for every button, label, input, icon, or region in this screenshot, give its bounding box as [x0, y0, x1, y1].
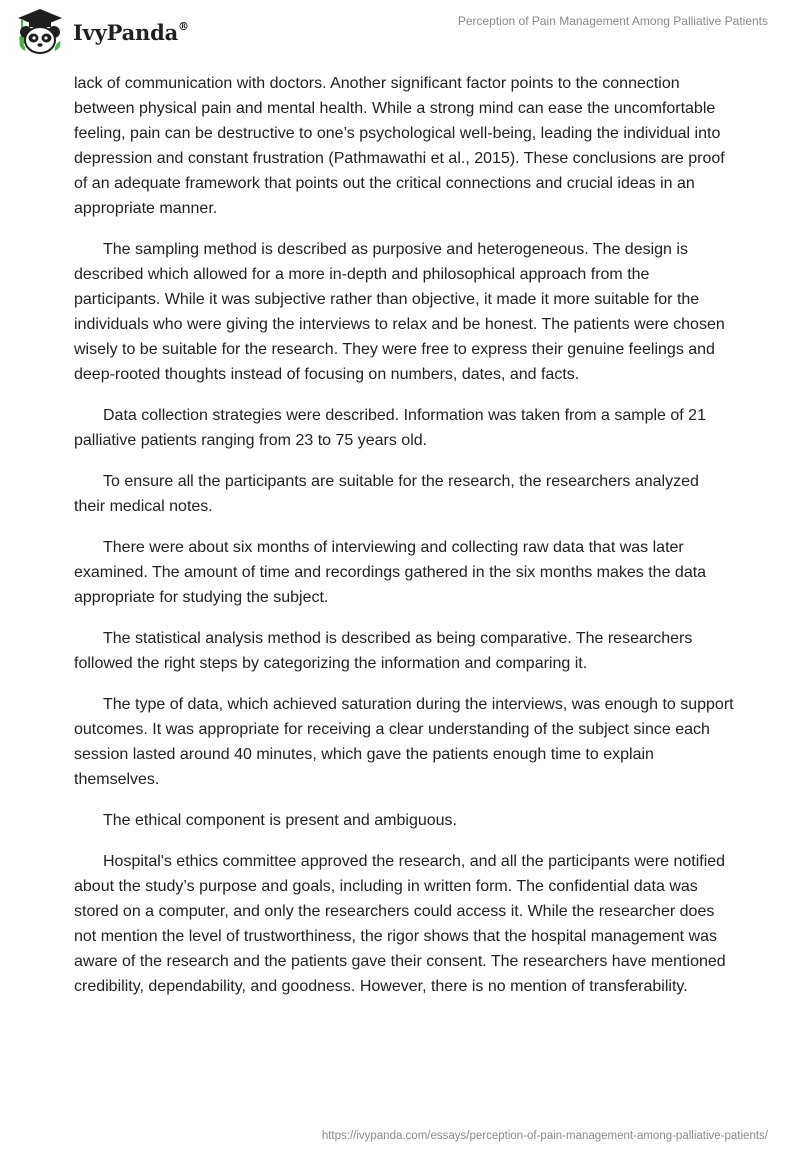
- source-url[interactable]: https://ivypanda.com/essays/perception-of-pain-management-among-palliative-patients/: [321, 1130, 768, 1142]
- essay-body: [74, 71, 734, 1015]
- paragraph: The sampling method is described as purposive and heterogeneous. The design is described which allowed for a more in-depth and philosophical approach from the participants. While it was subjective rather than objective, it made it more suitable for the individuals who were giving the interviews to relax and be honest. The patients were chosen wisely to be suitable for the research. They were free to express their genuine feelings and deep-rooted thoughts instead of focusing on numbers, dates, and facts.: [74, 241, 725, 383]
- paragraph: Data collection strategies were described. Information was taken from a sample of 21 palliative patients ranging from 23 to 75 years old.: [74, 407, 706, 449]
- paragraph: Hospital's ethics committee approved the research, and all the participants were notified about the study’s purpose and goals, including in written form. The confidential data was stored on a computer, and only the researchers could access it. While the researcher does not mention the level of trustworthiness, the rigor shows that the hospital management was aware of the research and the patients gave their consent. The researchers have mentioned credibility, dependability, and goodness. However, there is no mention of transferability.: [74, 853, 726, 995]
- registered-mark: ®: [178, 19, 189, 33]
- page-header: [0, 0, 800, 70]
- paragraph: lack of communication with doctors. Another significant factor points to the connection between physical pain and mental health. While a strong mind can ease the uncomfortable feeling, pain can be destructive to one’s psychological well-being, leading the individual into depression and constant frustration (Pathmawathi et al., 2015). These conclusions are proof of an adequate framework that points out the critical connections and crucial ideas in an appropriate manner.: [74, 75, 725, 217]
- brand-name: IvyPanda®: [73, 19, 189, 45]
- paragraph: To ensure all the participants are suitable for the research, the researchers analyzed their medical notes.: [74, 473, 699, 515]
- paragraph: The statistical analysis method is described as being comparative. The researchers followed the right steps by categorizing the information and comparing it.: [74, 630, 693, 672]
- paragraph: There were about six months of interviewing and collecting raw data that was later examined. The amount of time and recordings gathered in the six months makes the data appropriate for studying the subject.: [74, 539, 707, 606]
- paragraph: The ethical component is present and ambiguous.: [103, 812, 457, 829]
- document-title: Perception of Pain Management Among Palliative Patients: [457, 14, 768, 28]
- ivypanda-logo[interactable]: [14, 6, 189, 58]
- panda-graduate-icon: [14, 7, 66, 57]
- paragraph: The type of data, which achieved saturation during the interviews, was enough to support outcomes. It was appropriate for receiving a clear understanding of the subject since each session lasted around 40 minutes, which gave the patients enough time to explain themselves.: [74, 696, 734, 788]
